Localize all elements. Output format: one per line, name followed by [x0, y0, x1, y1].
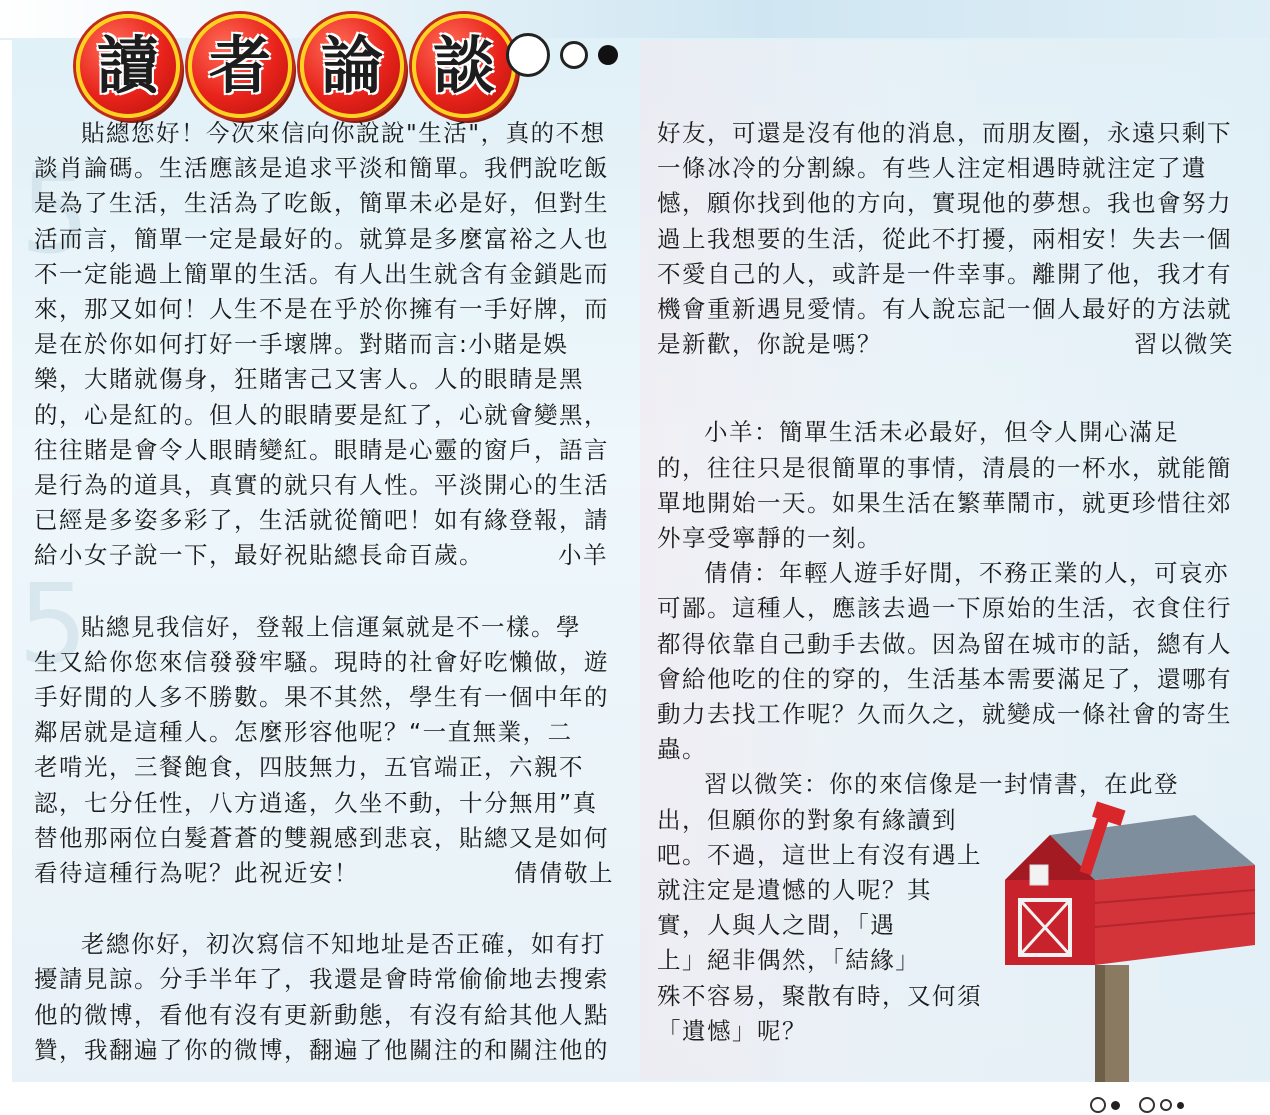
reply-xiaoyang — [657, 415, 1242, 556]
text-line: 擾請見諒。分手半年了，我還是會時常偷偷地去搜索 — [34, 965, 609, 994]
text-line-with-signature — [34, 856, 618, 891]
paragraph-gap — [34, 891, 618, 927]
text-line: 不愛自己的人，或許是一件幸事。離開了他，我才有 — [657, 259, 1232, 288]
left-margin — [0, 40, 12, 1115]
bottom-margin — [0, 1082, 1270, 1115]
reply-qianqian — [657, 556, 1242, 767]
text-line: 他的微博，看他有沒有更新動態，有沒有給其他人點 — [34, 1000, 609, 1029]
text-line: 的，往往只是很簡單的事情，清晨的一杯水，就能簡 — [657, 453, 1232, 482]
text-line: 憾，願你找到他的方向，實現他的夢想。我也會努力 — [657, 189, 1232, 218]
text-line: 殊不容易，聚散有時，又何須 — [657, 981, 982, 1010]
text-line: 是在於你如何打好一手壞牌。對賭而言:小賭是娛 — [34, 330, 569, 359]
text-wrap-beside-mailbox — [657, 803, 989, 1049]
text-line: 好友，可還是沒有他的消息，而朋友圈，永遠只剩下 — [657, 119, 1232, 147]
text-line: 一條冰冷的分割線。有些人注定相遇時就注定了遺 — [657, 154, 1207, 183]
text-line: 習以微笑：你的來信像是一封情書，在此登 — [704, 770, 1179, 799]
text-line: 的，心是紅的。但人的眼睛要是紅了，心就會變黑， — [34, 400, 609, 429]
text-line: 鄰居就是這種人。怎麼形容他呢？“一直無業，二 — [34, 718, 573, 747]
text-line: 出，但願你的對象有緣讀到 — [657, 805, 957, 834]
text-line: 活而言，簡單一定是最好的。就算是多麼富裕之人也 — [34, 224, 609, 253]
text-line: 贊，我翻遍了你的微博，翻遍了他關注的和關注他的 — [34, 1035, 609, 1064]
text-line: 外享受寧靜的一刻。 — [657, 524, 882, 553]
text-line: 不一定能過上簡單的生活。有人出生就含有金鎖匙而 — [34, 259, 609, 288]
text-line: 看待這種行為呢？此祝近安！ — [34, 859, 359, 888]
title-char: 論 — [300, 14, 404, 118]
decorative-dots — [506, 33, 618, 77]
text-line: 「遺憾」呢？ — [657, 1016, 807, 1045]
text-line: 可鄙。這種人，應該去過一下原始的生活，衣食住行 — [657, 594, 1232, 623]
text-line: 動力去找工作呢？久而久之，就變成一條社會的寄生 — [657, 700, 1232, 729]
text-line: 樂，大賭就傷身，狂賭害己又害人。人的眼睛是黑 — [34, 365, 584, 394]
text-line: 來，那又如何！人生不是在乎於你擁有一手好牌，而 — [34, 295, 609, 324]
circle-outline-icon — [1139, 1097, 1155, 1113]
title-char: 談 — [412, 14, 516, 118]
text-line: 老總你好，初次寫信不知地址是否正確，如有打 — [81, 930, 606, 959]
text-line: 生又給你您來信發發牢騷。現時的社會好吃懶做，遊 — [34, 647, 609, 676]
paragraph-gap — [34, 574, 618, 610]
text-line: 手好閒的人多不勝數。果不其然，學生有一個中年的 — [34, 683, 609, 712]
text-line: 是行為的道具，真實的就只有人性。平淡開心的生活 — [34, 471, 609, 500]
text-line: 往往賭是會令人眼睛變紅。眼睛是心靈的窗戶，語言 — [34, 435, 609, 464]
text-line: 都得依靠自己動手去做。因為留在城市的話，總有人 — [657, 629, 1232, 658]
text-line: 是新歡，你說是嗎？ — [657, 330, 882, 359]
circle-outline-icon — [506, 33, 550, 77]
left-column — [34, 116, 618, 1068]
text-line: 小羊：簡單生活未必最好，但令人開心滿足 — [704, 418, 1179, 447]
circle-outline-icon — [1090, 1097, 1106, 1113]
signature: 小羊 — [558, 541, 608, 570]
circle-filled-icon — [1111, 1101, 1120, 1110]
text-line-with-signature — [34, 538, 618, 573]
circle-outline-icon — [560, 41, 588, 69]
text-line: 已經是多姿多彩了，生活就從簡吧！如有緣登報，請 — [34, 506, 609, 535]
letter-qianqian — [34, 610, 618, 892]
text-line: 蟲。 — [657, 735, 707, 764]
text-line: 單地開始一天。如果生活在繁華鬧市，就更珍惜往郊 — [657, 488, 1232, 517]
text-line: 上」絕非偶然，「結緣」 — [657, 946, 921, 975]
decorative-background-numeral: 5 — [20, 150, 90, 278]
text-line: 吧。不過，這世上有沒有遇上 — [657, 840, 982, 869]
paragraph-gap — [657, 362, 1242, 415]
section-title — [76, 16, 516, 116]
text-line-with-signature — [657, 327, 1242, 362]
text-line: 認，七分任性，八方逍遙，久坐不動，十分無用”真 — [34, 788, 598, 817]
letter-xiaoyang — [34, 116, 618, 574]
text-line: 貼總您好！今次來信向你說說"生活"，真的不想 — [81, 119, 606, 147]
text-line: 是為了生活，生活為了吃飯，簡單未必是好，但對生 — [34, 189, 609, 218]
signature: 習以微笑 — [1134, 330, 1234, 359]
title-char: 者 — [188, 14, 292, 118]
letter-xiyiweixiao — [34, 927, 618, 1068]
text-line: 給小女子說一下，最好祝貼總長命百歲。 — [34, 541, 484, 570]
text-line: 實，人與人之間，「遇 — [657, 911, 896, 940]
text-line: 貼總見我信好，登報上信運氣就是不一樣。學 — [81, 612, 581, 641]
circle-filled-icon — [598, 45, 618, 65]
text-line: 就注定是遺憾的人呢？其 — [657, 876, 932, 905]
title-char: 讀 — [76, 14, 180, 118]
decorative-background-numeral: 5 — [18, 560, 88, 688]
text-line: 替他那兩位白髮蒼蒼的雙親感到悲哀，貼總又是如何 — [34, 823, 609, 852]
decorative-dots-bottom — [1090, 1097, 1184, 1113]
text-line: 機會重新遇見愛情。有人說忘記一個人最好的方法就 — [657, 295, 1232, 324]
text-line: 談肖論碼。生活應該是追求平淡和簡單。我們說吃飯 — [34, 154, 609, 183]
text-line: 倩倩：年輕人遊手好閒，不務正業的人，可哀亦 — [704, 559, 1229, 588]
text-line: 會給他吃的住的穿的，生活基本需要滿足了，還哪有 — [657, 664, 1232, 693]
signature: 倩倩敬上 — [514, 859, 614, 888]
circle-filled-icon — [1177, 1102, 1184, 1109]
circle-outline-icon — [1160, 1099, 1172, 1111]
text-line: 老啃光，三餐飽食，四肢無力，五官端正，六親不 — [34, 753, 584, 782]
letter-xiyiweixiao-continued — [657, 116, 1242, 362]
mailbox-illustration — [985, 795, 1265, 1095]
text-line: 過上我想要的生活，從此不打擾，兩相安！失去一個 — [657, 224, 1232, 253]
